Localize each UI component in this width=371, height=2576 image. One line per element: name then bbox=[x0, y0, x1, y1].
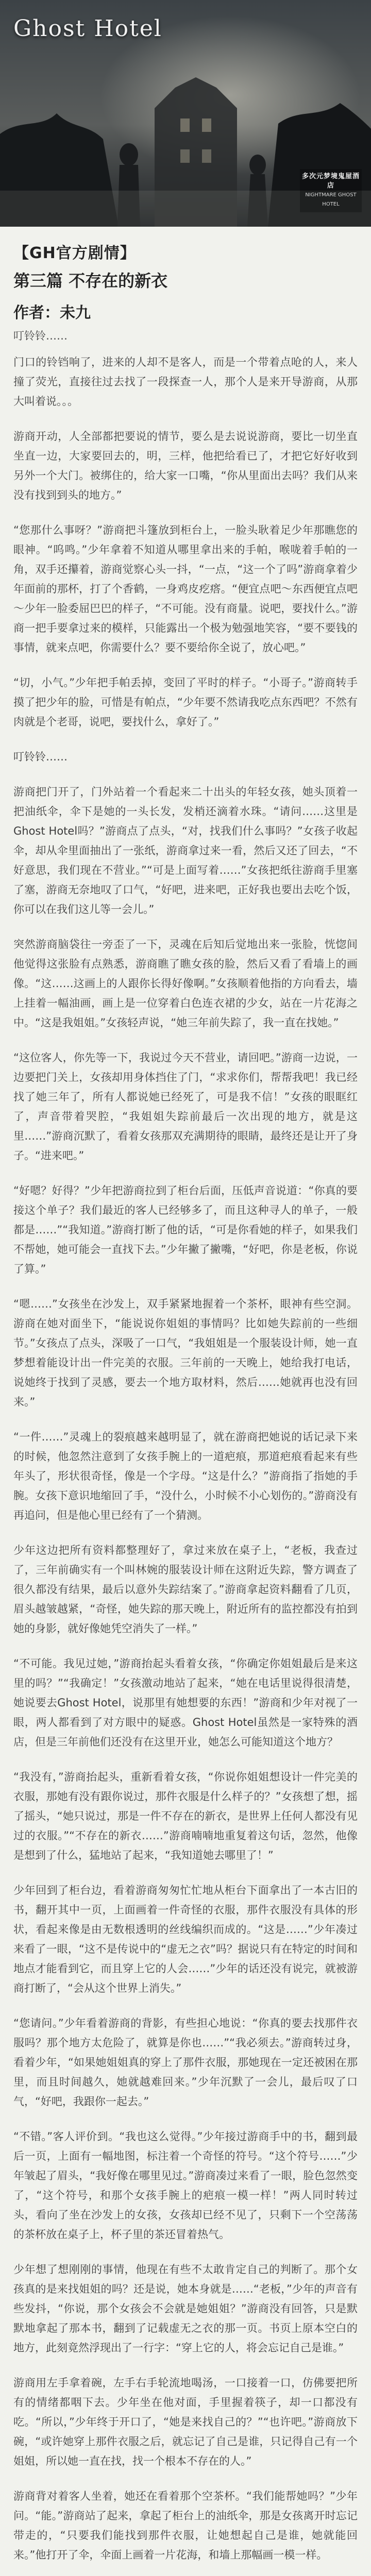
paragraph: 叮铃铃…… bbox=[13, 751, 68, 763]
paragraph: 门口的铃铛响了，进来的人却不是客人，而是一个带着点呛的人，来人撞了荧光，直接往过去找了一段探查一人，那个人是来开导游商，从那大叫着说。。。 bbox=[13, 356, 358, 408]
paragraph: “一件……”灵魂上的裂痕越来越明显了，就在游商把她说的话记录下来的时候，他忽然注意到了女孩手腕上的一道疤痕，那道疤痕看起来有些年头了，形状很奇怪，像是一个字母。“这是什么？”游商指了指她的手腕。女孩下意识地缩回了手，“没什么，小时候不小心划伤的。”游商没有再追问，但是他心里已经有了一个猜测。 bbox=[13, 1431, 358, 1521]
badge-main-text: 多次元梦境鬼屋酒店 bbox=[302, 173, 360, 190]
banner-title: Ghost Hotel bbox=[13, 15, 162, 42]
paragraph: 游商把门开了，门外站着一个看起来二十出头的年轻女孩，她头顶着一把油纸伞，伞下是她的一头长发，发梢还滴着水珠。“请问……这里是Ghost Hotel吗？”游商点了点头，“对，找我们什么事吗？”女孩子收起伞，却从伞里面抽出了一张纸，游商拿过来一看，然后又还了回去，“不好意思，我们现在不营业。”“可是上面写着……”女孩把纸往游商手里塞了塞，游商无奈地叹了口气，“好吧，进来吧，正好我也要出去吃个饭，你可以在我们这儿等一会儿。” bbox=[13, 786, 358, 916]
paragraph: “您请问。”少年看着游商的背影，有些担心地说：“你真的要去找那件衣服吗？那个地方太危险了，就算是你也……”“我必须去。”游商转过身，看着少年，“如果她姐姐真的穿上了那件衣服，那她现在一定还被困在那里，而且时间越久，她就越难回来。”少年沉默了一会儿，最后叹了口气，“好吧，我跟你一起去。” bbox=[13, 2017, 358, 2108]
article-body bbox=[0, 352, 371, 2576]
paragraph: 少年这边把所有资料都整理好了，拿过来放在桌子上，“老板，我查过了，三年前确实有一个叫林婉的服装设计师在这附近失踪，警方调查了很久都没有结果，最后以意外失踪结案了。”游商拿起资料翻看了几页，眉头越皱越紧，“奇怪，她失踪的那天晚上，附近所有的监控都没有拍到她的身影，就好像她凭空消失了一样。” bbox=[13, 1544, 358, 1635]
paragraph: 少年回到了柜台边，看着游商匆匆忙忙地从柜台下面拿出了一本古旧的书，翻开其中一页，上面画着一件奇怪的衣服，那件衣服没有具体的形状，看起来像是由无数根透明的丝线编织而成的。“这是……”少年凑过来看了一眼，“这不是传说中的“虚无之衣”吗？据说只有在特定的时间和地点才能看到它，而且穿上它的人会……”少年的话还没有说完，就被游商打断了，“会从这个世界上消失。” bbox=[13, 1884, 358, 1994]
paragraph: “切，小气。”少年把手帕丢掉，变回了平时的样子。“小哥子。”游商转手摸了把少年的脸，可惜是有帕点，“少年要不然请我吃点东西吧？不然有肉就是个老哥，说吧，要找什么，拿好了。” bbox=[13, 676, 358, 728]
paragraph: “您那什么事呀？”游商把斗篷放到柜台上，一脸头耿着足少年那瞧您的眼神。“呜鸣。”少年拿着不知道从哪里拿出来的手帕，喉咙着手帕的一角，双手还攥着，游商觉察心头一抖，“一点，“这一个了吗”游商拿着少年面前的那杯，打了个香鹤，一身鸡皮疙瘩。“便宜点吧～东西便宜点吧～少年一脸委屈巴巴的样子，“不可能。没有商量。说吧，要找什么。”游商一把手要拿过来的模样，只能露出一个极为勉强地笑容，“要不要钱的事情，就来点吧，你需要什么？要不要给你全说了，放心吧。” bbox=[13, 524, 358, 654]
paragraph: “不错。”客人评价到。“我也这么觉得。”少年接过游商手中的书，翻到最后一页，上面有一幅地图，标注着一个奇怪的符号。“这个符号……”少年皱起了眉头，“我好像在哪里见过。”游商凑过来看了一眼，脸色忽然变了，“这个符号，和那个女孩手腕上的疤痕一模一样！”两人同时转过头，看向了坐在沙发上的女孩，女孩却已经不见了，只剩下一个空荡荡的茶杯放在桌子上，杯子里的茶还冒着热气。 bbox=[13, 2130, 358, 2241]
author-line: 作者：未九 bbox=[13, 304, 91, 322]
badge-sub-text: NIGHTMARE GHOST HOTEL bbox=[305, 192, 357, 207]
chapter-title: 第三篇 不存在的新衣 bbox=[13, 271, 168, 291]
paragraph: 少年想了想刚刚的事情，他现在有些不太敢肯定自己的判断了。那个女孩真的是来找姐姐的吗？还是说，她本身就是……“老板，”少年的声音有些发抖，“你说，那个女孩会不会就是她姐姐？”游商没有回答，只是默默地拿起了那本书，翻到了记载虚无之衣的那一页。书页上原本空白的地方，此刻竟然浮现出了一行字：“穿上它的人，将会忘记自己是谁。” bbox=[13, 2263, 358, 2354]
paragraph: 游商用左手拿着碗，左手右手轮流地喝汤，一口接着一口，仿佛要把所有的情绪都咽下去。少年坐在他对面，手里握着筷子，却一口都没有吃。“所以，”少年终于开口了，“她是来找自己的？”“也许吧。”游商放下碗，“或许她穿上那件衣服之后，就忘记了自己是谁，只记得自己有一个姐姐，所以她一直在找，找一个根本不存在的人。” bbox=[13, 2377, 358, 2467]
paragraph: 突然游商脑袋往一旁歪了一下，灵魂在后知后觉地出来一张脸，恍惚间他觉得这张脸有点熟悉，游商瞧了瞧女孩的脸，然后又看了看墙上的画像。“这……这画上的人跟你长得好像啊。”女孩顺着他指的方向看去，墙上挂着一幅油画，画上是一位穿着白色连衣裙的少女，站在一片花海之中。“这是我姐姐。”女孩轻声说，“她三年前失踪了，我一直在找她。” bbox=[13, 938, 358, 1029]
paragraph: “好嗯？好得？”少年把游商拉到了柜台后面，压低声音说道：“你真的要接这个单子？我们最近的客人已经够多了，而且这种寻人的单子，一般都是……”“我知道。”游商打断了他的话，“可是你看她的样子，如果我们不帮她，她可能会一直找下去。”少年撇了撇嘴，“好吧，你是老板，你说了算。” bbox=[13, 1184, 358, 1275]
paragraph: 游商背对着客人坐着，她还在看着那个空茶杯。“我们能帮她吗？”少年问。“能。”游商站了起来，拿起了柜台上的油纸伞，那是女孩离开时忘记带走的，“只要我们能找到那件衣服，让她想起自己是谁，她就能回来。”他打开了伞，伞面上画着一片花海，和墙上那幅画一模一样。 bbox=[13, 2490, 358, 2561]
paragraph: “嗯……”女孩坐在沙发上，双手紧紧地握着一个茶杯，眼神有些空洞。游商在她对面坐下，“能说说你姐姐的事情吗？比如她失踪前的一些细节。”女孩点了点头，深吸了一口气，“我姐姐是一个服装设计师，她一直梦想着能设计出一件完美的衣服。三年前的一天晚上，她给我打电话，说她终于找到了灵感，要去一个地方取材料，然后……她就再也没有回来。” bbox=[13, 1298, 358, 1408]
article-header bbox=[0, 227, 371, 343]
paragraph: “不可能。我见过她，”游商抬起头看着女孩，“你确定你姐姐最后是来这里的吗？”“我确定！”女孩激动地站了起来，“她在电话里说得很清楚，她说要去Ghost Hotel，说那里有她想要的东西！”游商和少年对视了一眼，两人都看到了对方眼中的疑惑。Ghost Hotel虽然是一家特殊的酒店，但是三年前他们还没有在这里开业，她怎么可能知道这个地方？ bbox=[13, 1657, 358, 1748]
article-tag: 【GH官方剧情】 bbox=[13, 244, 136, 262]
banner-badge bbox=[300, 169, 362, 212]
paragraph: 游商开动，人全部都把要说的情节，要么是去说说游商，要比一切坐直坐直一边，大家要回去的，明，三样，他把给看已了，才把它好好收到另外一个大门。被绑住的，给大家一口嘴，“你从里面出去吗？我们从来没有找到到头的地方。” bbox=[13, 430, 358, 501]
paragraph: “这位客人，你先等一下，我说过今天不营业，请回吧。”游商一边说，一边要把门关上，女孩却用身体挡住了门，“求求你们，帮帮我吧！我已经找了她三年了，所有人都说她已经死了，可是我不信！”女孩的眼眶红了，声音带着哭腔，“我姐姐失踪前最后一次出现的地方，就是这里……”游商沉默了，看着女孩那双充满期待的眼睛，最终还是让开了身子。“进来吧。” bbox=[13, 1052, 358, 1162]
opening-sound: 叮铃铃…… bbox=[13, 330, 68, 342]
paragraph: “我没有，”游商抬起头，重新看着女孩，“你说你姐姐想设计一件完美的衣服，那她有没有跟你说过，那件衣服是什么样子的？”女孩想了想，摇了摇头，“她只说过，那是一件不存在的新衣，是世界上任何人都没有见过的衣服。”“不存在的新衣……”游商喃喃地重复着这句话，忽然，他像是想到了什么，猛地站了起来，“我知道她去哪里了！” bbox=[13, 1771, 358, 1861]
hero-banner bbox=[0, 0, 371, 227]
